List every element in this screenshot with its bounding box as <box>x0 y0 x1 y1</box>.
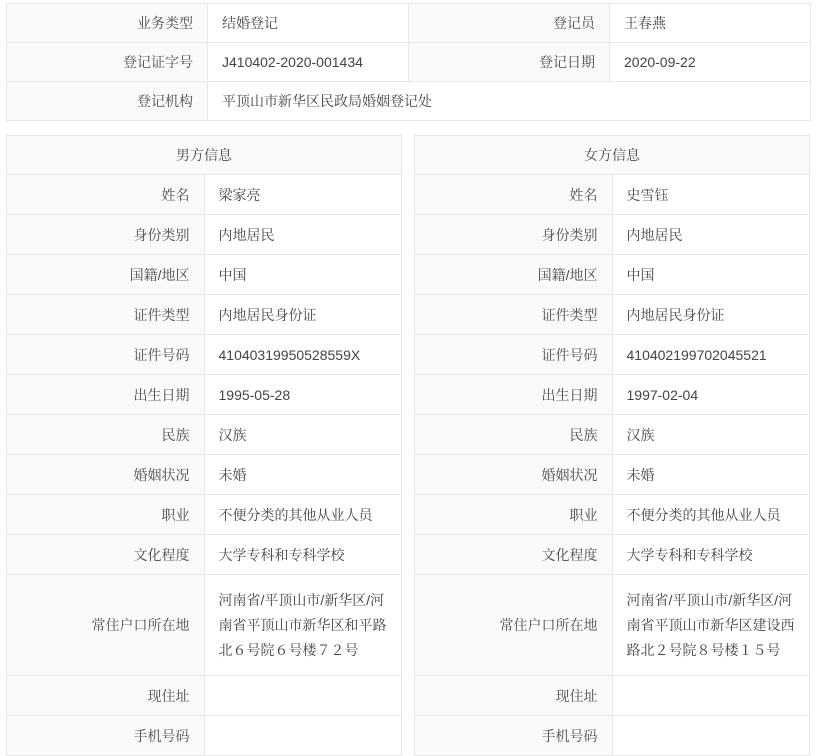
table-row <box>7 495 402 535</box>
table-row <box>415 255 810 295</box>
table-row <box>7 455 402 495</box>
registration-date-value: 2020-09-22 <box>610 43 811 82</box>
person-columns <box>6 135 811 756</box>
table-row <box>415 375 810 415</box>
male-residence-value: 河南省/平顶山市/新华区/河南省平顶山市新华区和平路北６号院６号楼７２号 <box>204 575 402 676</box>
male-phone-label: 手机号码 <box>7 716 205 756</box>
table-row <box>7 255 402 295</box>
certificate-number-value: J410402-2020-001434 <box>208 43 409 82</box>
male-residence-label: 常住户口所在地 <box>7 575 205 676</box>
male-nationality-label: 国籍/地区 <box>7 255 205 295</box>
registration-agency-value: 平顶山市新华区民政局婚姻登记处 <box>208 82 811 121</box>
female-education-value: 大学专科和专科学校 <box>612 535 810 575</box>
table-row <box>415 415 810 455</box>
male-current-address-label: 现住址 <box>7 676 205 716</box>
female-id-number-label: 证件号码 <box>415 335 613 375</box>
male-id-type-label: 证件类型 <box>7 295 205 335</box>
table-row <box>415 495 810 535</box>
female-phone-value <box>612 716 810 756</box>
registration-summary-table <box>6 3 811 121</box>
certificate-number-label: 登记证字号 <box>7 43 208 82</box>
male-birth-date-value: 1995-05-28 <box>204 375 402 415</box>
female-id-type-value: 内地居民身份证 <box>612 295 810 335</box>
table-row <box>415 455 810 495</box>
female-ethnicity-value: 汉族 <box>612 415 810 455</box>
female-phone-label: 手机号码 <box>415 716 613 756</box>
table-row <box>415 175 810 215</box>
registrar-label: 登记员 <box>409 4 610 43</box>
table-row <box>7 676 402 716</box>
male-info-table <box>6 135 402 756</box>
female-section-title: 女方信息 <box>415 136 810 175</box>
table-row <box>415 215 810 255</box>
female-column <box>414 135 810 756</box>
female-name-value: 史雪钰 <box>612 175 810 215</box>
male-id-type-value: 内地居民身份证 <box>204 295 402 335</box>
male-section-title: 男方信息 <box>7 136 402 175</box>
female-ethnicity-label: 民族 <box>415 415 613 455</box>
marriage-registration-document <box>0 3 817 756</box>
female-occupation-label: 职业 <box>415 495 613 535</box>
table-row <box>7 82 811 121</box>
registrar-value: 王春燕 <box>610 4 811 43</box>
table-row <box>7 716 402 756</box>
male-occupation-value: 不便分类的其他从业人员 <box>204 495 402 535</box>
business-type-value: 结婚登记 <box>208 4 409 43</box>
male-ethnicity-value: 汉族 <box>204 415 402 455</box>
female-occupation-value: 不便分类的其他从业人员 <box>612 495 810 535</box>
female-nationality-label: 国籍/地区 <box>415 255 613 295</box>
table-row <box>7 295 402 335</box>
female-residence-label: 常住户口所在地 <box>415 575 613 676</box>
table-row <box>7 575 402 676</box>
female-residence-value: 河南省/平顶山市/新华区/河南省平顶山市新华区建设西路北２号院８号楼１５号 <box>612 575 810 676</box>
registration-agency-label: 登记机构 <box>7 82 208 121</box>
male-identity-category-label: 身份类别 <box>7 215 205 255</box>
female-current-address-label: 现住址 <box>415 676 613 716</box>
female-marital-status-value: 未婚 <box>612 455 810 495</box>
table-row <box>415 335 810 375</box>
male-current-address-value <box>204 676 402 716</box>
table-row <box>415 535 810 575</box>
male-education-value: 大学专科和专科学校 <box>204 535 402 575</box>
female-education-label: 文化程度 <box>415 535 613 575</box>
table-row <box>7 375 402 415</box>
table-row <box>7 415 402 455</box>
female-birth-date-label: 出生日期 <box>415 375 613 415</box>
female-marital-status-label: 婚姻状况 <box>415 455 613 495</box>
female-id-type-label: 证件类型 <box>415 295 613 335</box>
male-occupation-label: 职业 <box>7 495 205 535</box>
male-marital-status-value: 未婚 <box>204 455 402 495</box>
male-column <box>6 135 402 756</box>
table-row <box>7 43 811 82</box>
male-ethnicity-label: 民族 <box>7 415 205 455</box>
table-row <box>415 676 810 716</box>
male-education-label: 文化程度 <box>7 535 205 575</box>
male-nationality-value: 中国 <box>204 255 402 295</box>
male-phone-value <box>204 716 402 756</box>
male-marital-status-label: 婚姻状况 <box>7 455 205 495</box>
registration-date-label: 登记日期 <box>409 43 610 82</box>
table-row <box>415 575 810 676</box>
female-info-table <box>414 135 810 756</box>
table-row <box>7 335 402 375</box>
female-identity-category-label: 身份类别 <box>415 215 613 255</box>
table-row <box>7 4 811 43</box>
table-row <box>7 215 402 255</box>
table-row <box>415 716 810 756</box>
table-row <box>7 535 402 575</box>
male-birth-date-label: 出生日期 <box>7 375 205 415</box>
female-nationality-value: 中国 <box>612 255 810 295</box>
male-identity-category-value: 内地居民 <box>204 215 402 255</box>
female-current-address-value <box>612 676 810 716</box>
male-name-value: 梁家亮 <box>204 175 402 215</box>
female-identity-category-value: 内地居民 <box>612 215 810 255</box>
business-type-label: 业务类型 <box>7 4 208 43</box>
table-row <box>415 295 810 335</box>
female-birth-date-value: 1997-02-04 <box>612 375 810 415</box>
female-name-label: 姓名 <box>415 175 613 215</box>
table-row <box>7 175 402 215</box>
male-id-number-label: 证件号码 <box>7 335 205 375</box>
table-row <box>7 136 402 175</box>
female-id-number-value: 410402199702045521 <box>612 335 810 375</box>
male-id-number-value: 41040319950528559X <box>204 335 402 375</box>
table-row <box>415 136 810 175</box>
male-name-label: 姓名 <box>7 175 205 215</box>
